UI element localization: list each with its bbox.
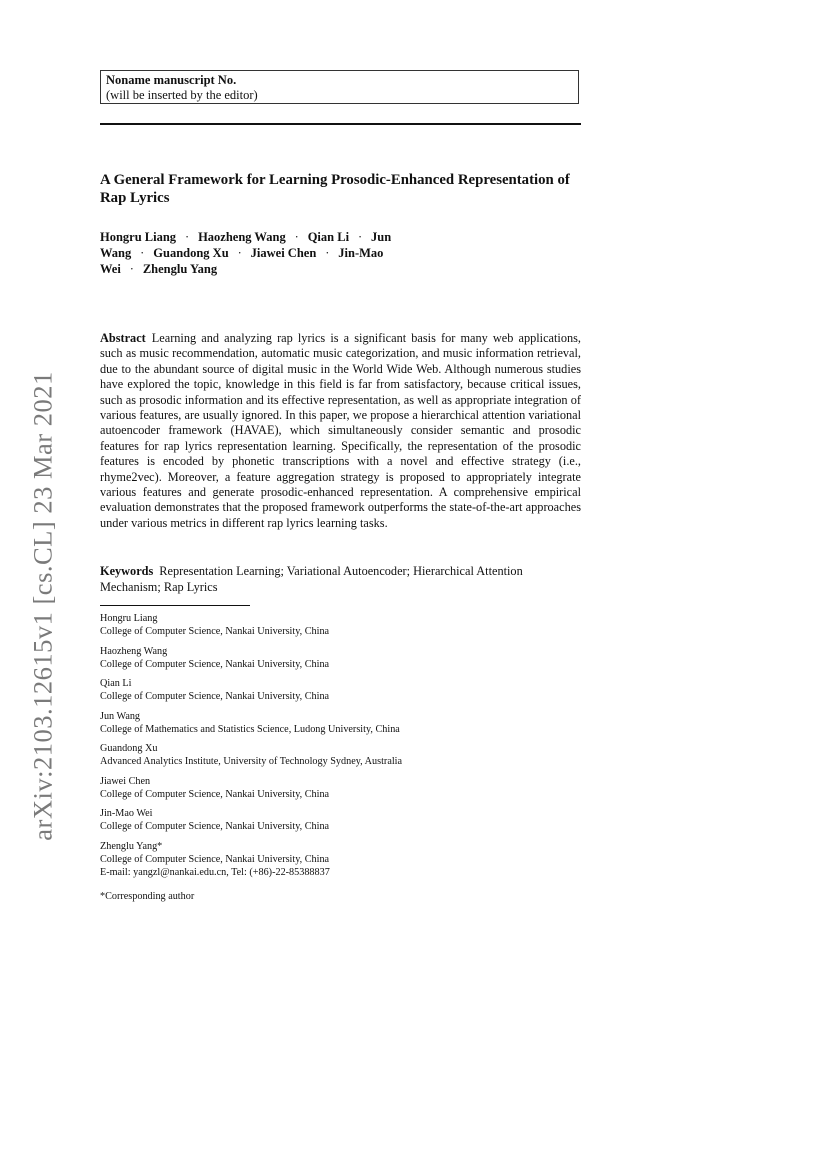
affiliation-author-name: Hongru Liang [100, 613, 158, 624]
affiliation-entry [100, 645, 581, 671]
paper-title: A General Framework for Learning Prosodic-Enhanced Representation of Rap Lyrics [100, 172, 570, 206]
affiliation-institution: College of Computer Science, Nankai University, China [100, 658, 330, 670]
corresponding-author-note: *Corresponding author [100, 891, 195, 902]
author-separator: · [237, 246, 242, 260]
author-separator: · [294, 230, 299, 244]
author-name: Haozheng Wang [198, 230, 286, 244]
affiliation-entry [100, 710, 581, 736]
affiliation-institution: College of Mathematics and Statistics Science, Ludong University, China [100, 723, 400, 735]
arxiv-identifier-stamp [22, 362, 64, 850]
author-name: Wei [100, 262, 121, 276]
author-line [100, 261, 410, 277]
affiliation-author-name: Qian Li [100, 678, 132, 689]
arxiv-identifier-text: arXiv:2103.12615v1 [cs.CL] 23 Mar 2021 [27, 371, 58, 841]
abstract-label: Abstract [100, 331, 146, 345]
author-name: Hongru Liang [100, 230, 177, 244]
author-separator: · [357, 230, 363, 244]
affiliation-contact: E-mail: yangzl@nankai.edu.cn, Tel: (+86)-22-85388837 [100, 866, 330, 878]
affiliation-list [100, 612, 581, 885]
affiliation-institution: College of Computer Science, Nankai University, China [100, 626, 330, 637]
affiliation-entry [100, 807, 581, 833]
affiliation-institution: College of Computer Science, Nankai University, China [100, 853, 330, 865]
abstract [100, 331, 581, 531]
author-separator: · [184, 230, 190, 244]
author-name: Jiawei Chen [250, 246, 317, 260]
affiliation-entry [100, 612, 581, 638]
author-name: Jun [371, 230, 392, 244]
affiliation-author-name: Zhenglu Yang* [100, 840, 163, 852]
author-separator: · [325, 246, 330, 260]
affiliation-institution: College of Computer Science, Nankai University, China [100, 821, 330, 832]
manuscript-header-box [100, 70, 579, 104]
manuscript-number: Noname manuscript No. [106, 73, 237, 87]
affiliation-institution: Advanced Analytics Institute, University of Technology Sydney, Australia [100, 756, 403, 767]
affiliation-institution: College of Computer Science, Nankai University, China [100, 788, 330, 800]
author-name: Qian Li [307, 230, 350, 244]
affiliation-author-name: Jiawei Chen [100, 775, 151, 787]
header-rule [100, 123, 581, 125]
footnote-separator [100, 605, 250, 606]
keywords-text: Representation Learning; Variational Autoencoder; Hierarchical Attention Mechanism; Rap Lyrics [100, 564, 523, 594]
affiliation-author-name: Jin-Mao Wei [100, 808, 153, 819]
author-separator: · [140, 246, 145, 260]
affiliation-institution: College of Computer Science, Nankai University, China [100, 691, 330, 702]
affiliation-author-name: Haozheng Wang [100, 645, 168, 657]
author-name: Jin-Mao [338, 246, 384, 260]
author-line [100, 229, 410, 245]
author-line [100, 245, 410, 261]
author-name: Guandong Xu [153, 246, 229, 260]
affiliation-entry [100, 742, 581, 768]
keywords-label: Keywords [100, 564, 154, 578]
affiliation-entry [100, 677, 581, 703]
author-name: Wang [100, 246, 132, 260]
affiliation-entry [100, 775, 581, 801]
affiliation-author-name: Jun Wang [100, 710, 141, 722]
author-separator: · [129, 262, 134, 276]
affiliation-entry [100, 840, 581, 879]
abstract-text: Learning and analyzing rap lyrics is a significant basis for many web applications, such as music recommendation, automatic music categorization, and music information retrieval, due to the abundant source of digital music in the World Wide Web. Although numerous studies have explored the topic, knowledge in this field is far from satisfactory, because critical issues, such as prosodic information and its effective representation, as well as appropriate integration of various features, are usually ignored. In this paper, we propose a hierarchical attention variational autoencoder framework (HAVAE), which simultaneously consider semantic and prosodic features for rap lyrics representation learning. Specifically, the representation of the prosodic features is encoded by phonetic transcriptions with a novel and effective strategy (i.e., rhyme2vec). Moreover, a feature aggregation strategy is proposed to appropriately integrate various features and generate prosodic-enhanced representation. A comprehensive empirical evaluation demonstrates that the proposed framework outperforms the state-of-the-art approaches under various metrics in different rap lyrics learning tasks. [100, 331, 581, 530]
author-list [100, 229, 410, 277]
author-name: Zhenglu Yang [142, 262, 218, 276]
keywords [100, 564, 581, 595]
editor-note: (will be inserted by the editor) [106, 88, 258, 102]
affiliation-author-name: Guandong Xu [100, 743, 158, 754]
